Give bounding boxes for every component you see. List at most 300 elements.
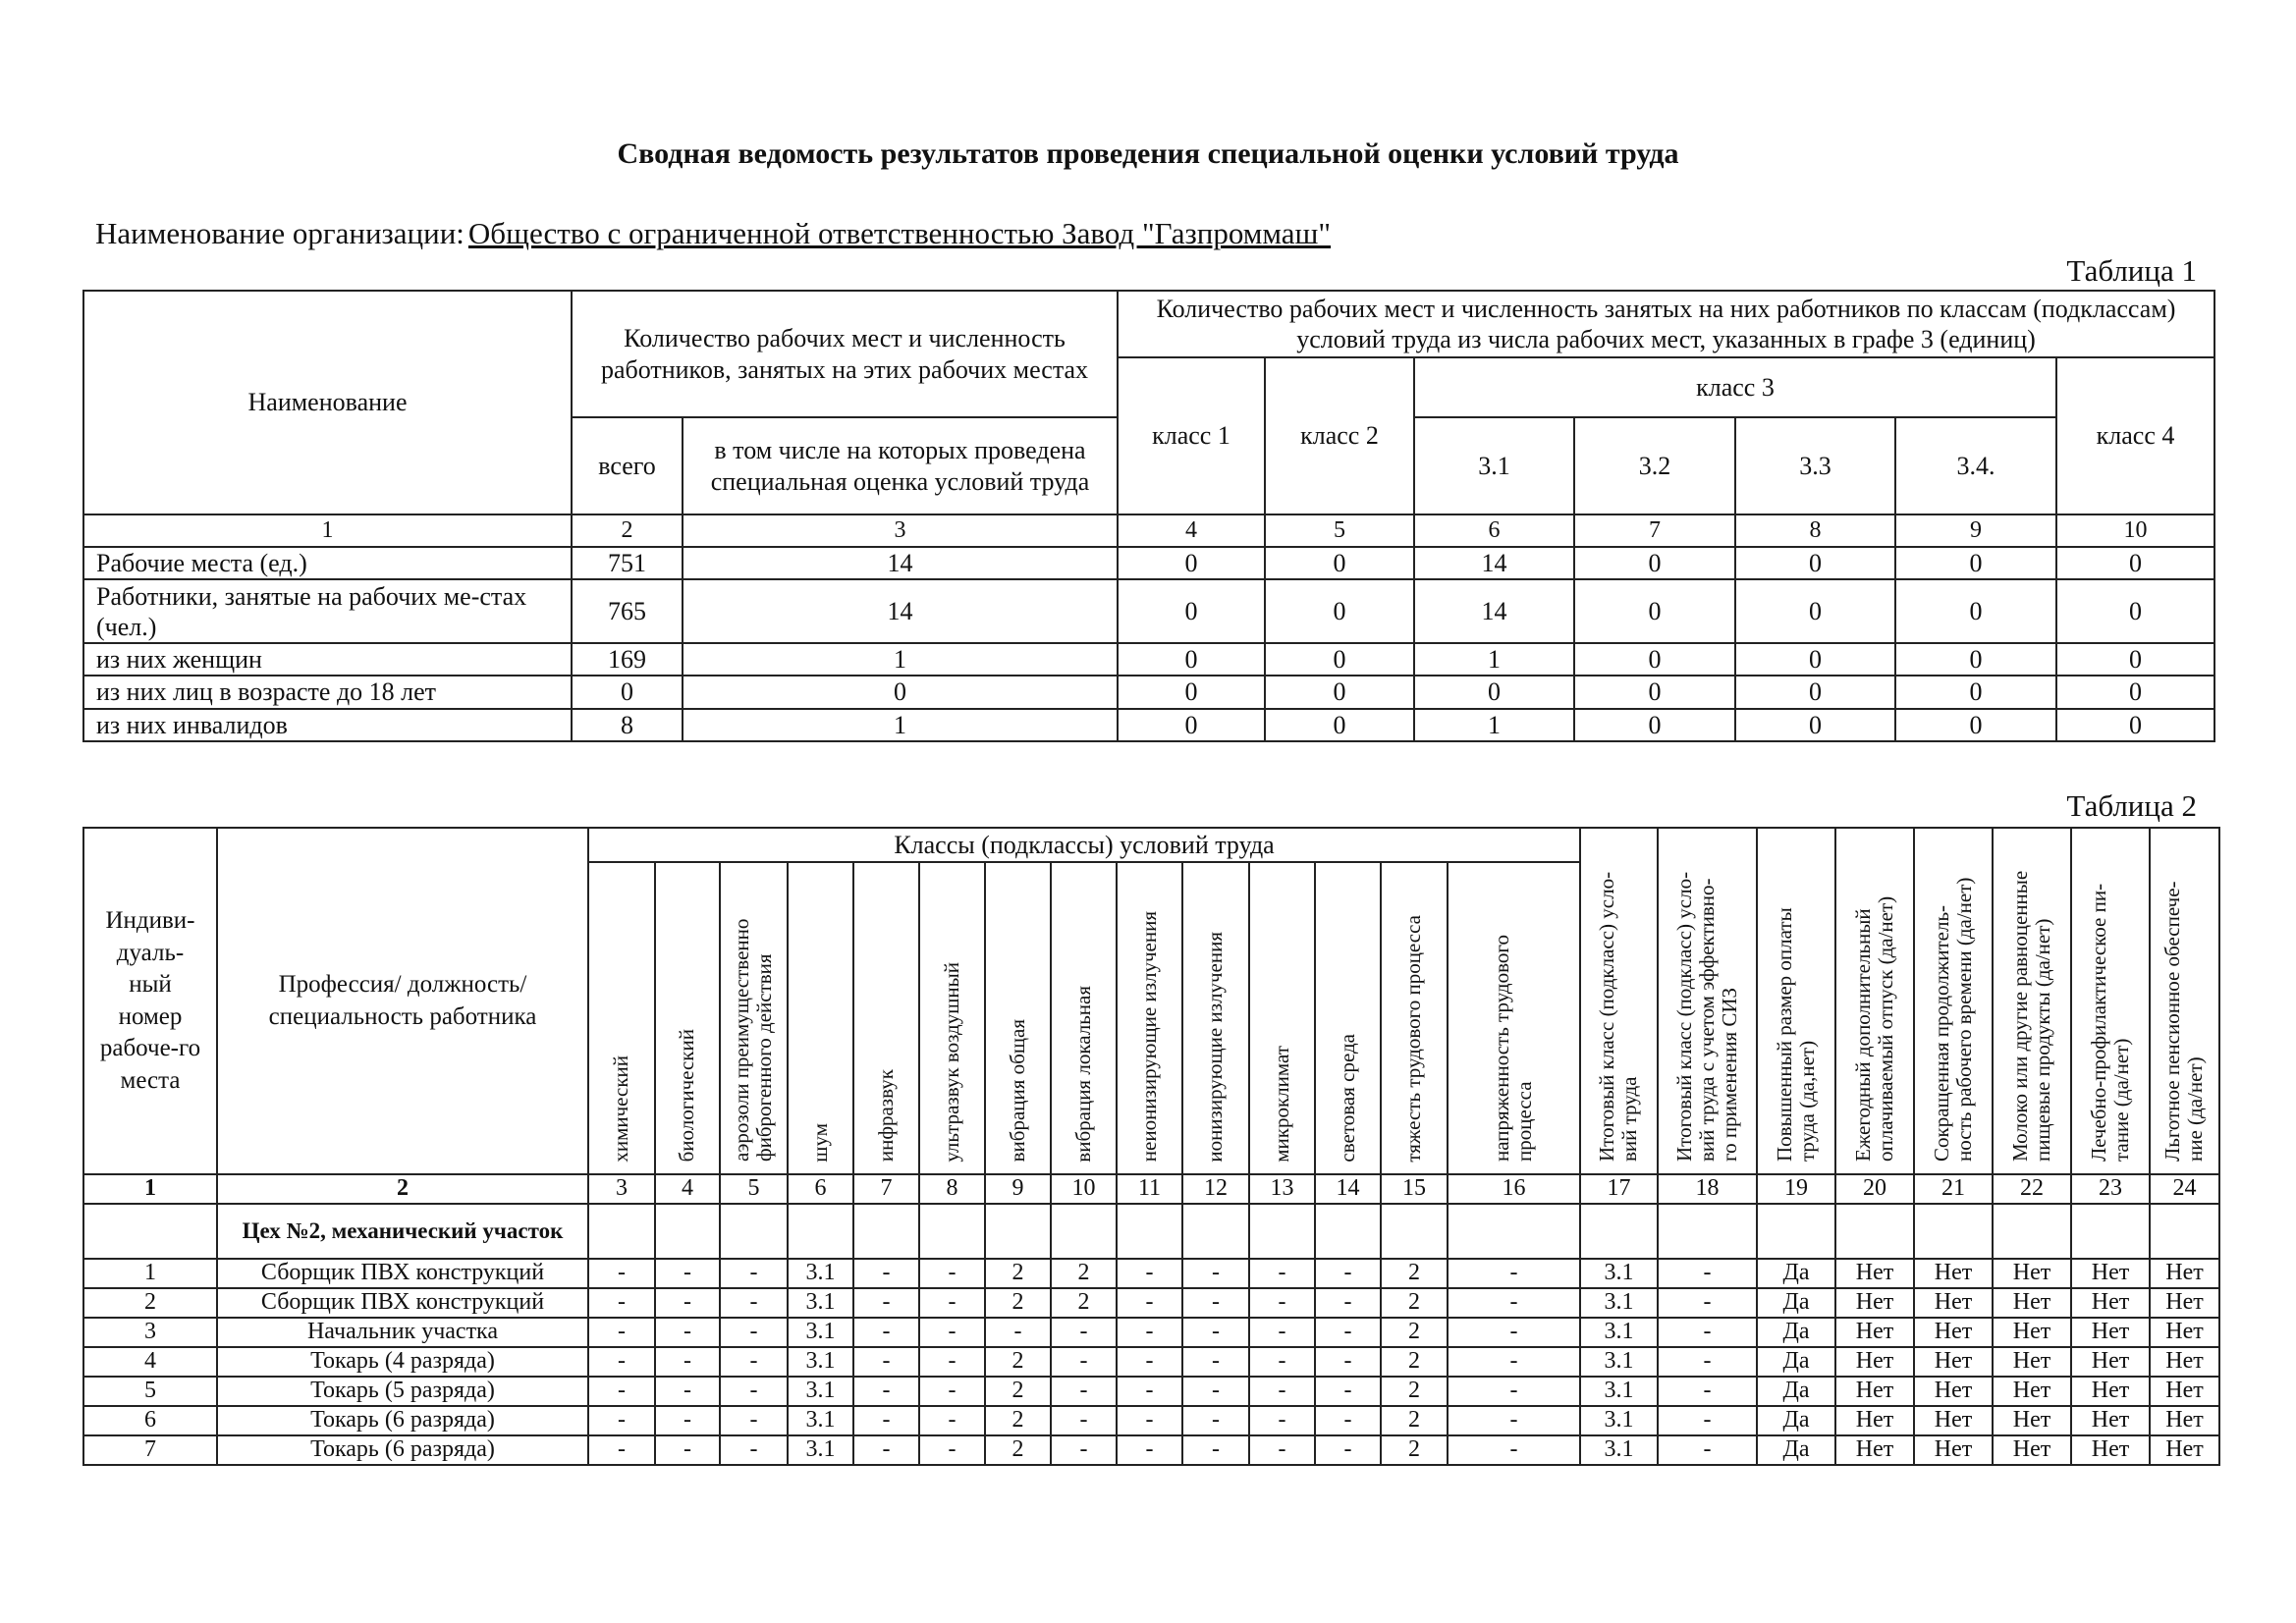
table2-group-empty — [1448, 1204, 1580, 1259]
table2-cell: 3.1 — [788, 1347, 853, 1377]
table2-cell: Нет — [2150, 1347, 2219, 1377]
table1-index-cell: 10 — [2056, 514, 2214, 547]
table1-cell: 0 — [1265, 547, 1414, 579]
table2-row — [83, 1406, 2219, 1435]
table2-group-row — [83, 1204, 2219, 1259]
table1-cell: 0 — [1265, 709, 1414, 741]
table1-cell: 14 — [683, 547, 1118, 579]
table2-cell: - — [919, 1377, 985, 1406]
table2-cell: Нет — [1993, 1377, 2071, 1406]
header-factor-text: напряженность трудового процесса — [1490, 935, 1537, 1163]
header-extra-column — [1580, 828, 1658, 1174]
profession-cell: Токарь (6 разряда) — [217, 1435, 588, 1465]
header-class-3: класс 3 — [1414, 357, 2056, 417]
table1-index-row — [83, 514, 2214, 547]
table1-cell: 0 — [2056, 643, 2214, 676]
table2-cell: Да — [1757, 1377, 1835, 1406]
header-factor-text: инфразвук — [873, 1069, 898, 1163]
table2-cell: - — [1051, 1347, 1117, 1377]
table2-cell: 6 — [83, 1406, 217, 1435]
table2-cell: 2 — [1381, 1435, 1448, 1465]
table1-cell: 0 — [1574, 547, 1735, 579]
table1-cell: 14 — [683, 579, 1118, 643]
profession-cell: Сборщик ПВХ конструкций — [217, 1259, 588, 1288]
table2-cell: - — [1658, 1318, 1757, 1347]
table1-cell: 0 — [1735, 547, 1895, 579]
table2-cell: - — [1315, 1259, 1381, 1288]
table2-cell: Нет — [2150, 1406, 2219, 1435]
table2-index-cell: 1 — [83, 1174, 217, 1204]
table2-cell: - — [853, 1288, 919, 1318]
header-factor — [1182, 862, 1249, 1174]
table2-cell: Нет — [1835, 1377, 1914, 1406]
table2-cell: - — [1051, 1318, 1117, 1347]
table2-cell: Нет — [1914, 1377, 1993, 1406]
table2-index-cell: 4 — [655, 1174, 720, 1204]
header-extra-text: Повышенный размер оплаты труда (да,нет) — [1772, 907, 1820, 1163]
table2-cell: - — [588, 1347, 655, 1377]
table2-index-cell: 9 — [985, 1174, 1051, 1204]
table2-group-empty — [1658, 1204, 1757, 1259]
table2-cell: - — [588, 1406, 655, 1435]
table1-cell: 0 — [1574, 676, 1735, 708]
table1-cell: 0 — [2056, 676, 2214, 708]
header-extra-text: Итоговый класс (подкласс) усло-вий труда — [1595, 872, 1642, 1163]
header-factor-text: шум — [807, 1122, 832, 1163]
table2-index-cell: 21 — [1914, 1174, 1993, 1204]
table2-caption: Таблица 2 — [2066, 788, 2197, 823]
table2-cell: Нет — [2071, 1435, 2150, 1465]
table1-cell: 0 — [1118, 709, 1265, 741]
table2-cell: - — [720, 1259, 788, 1288]
table2-group-empty — [83, 1204, 217, 1259]
table2-cell: Нет — [1914, 1318, 1993, 1347]
table2-cell: - — [1315, 1435, 1381, 1465]
table2-index-cell: 23 — [2071, 1174, 2150, 1204]
table2-group-empty — [2150, 1204, 2219, 1259]
table1-cell: 0 — [1895, 676, 2056, 708]
table2-cell: - — [655, 1435, 720, 1465]
table1-row-label: Рабочие места (ед.) — [83, 547, 572, 579]
table2-cell: - — [853, 1406, 919, 1435]
table2-cell: 1 — [83, 1259, 217, 1288]
header-class-1: класс 1 — [1118, 357, 1265, 514]
profession-cell: Токарь (5 разряда) — [217, 1377, 588, 1406]
table2-cell: - — [1051, 1435, 1117, 1465]
header-class-3-3: 3.3 — [1735, 417, 1895, 514]
table2-cell: - — [1315, 1377, 1381, 1406]
table1-cell: 1 — [1414, 643, 1574, 676]
table2-cell: Нет — [1914, 1347, 1993, 1377]
header-extra-text: Молоко или другие равноценные пищевые продукты (да/нет) — [2007, 871, 2055, 1163]
table2-cell: Нет — [2071, 1288, 2150, 1318]
table2-index-cell: 24 — [2150, 1174, 2219, 1204]
table2-cell: - — [919, 1318, 985, 1347]
table2-index-cell: 7 — [853, 1174, 919, 1204]
table2-cell: - — [588, 1435, 655, 1465]
header-factor-text: вибрация локальная — [1070, 985, 1095, 1163]
header-name: Наименование — [83, 291, 572, 514]
table2-cell: - — [1249, 1377, 1315, 1406]
table2-cell: - — [1249, 1259, 1315, 1288]
header-extra-text: Ежегодный дополнительный оплачиваемый отпуск (да/нет) — [1850, 896, 1898, 1163]
table2-cell: - — [720, 1406, 788, 1435]
header-factor — [1249, 862, 1315, 1174]
header-extra-column — [1835, 828, 1914, 1174]
table2-index-cell: 17 — [1580, 1174, 1658, 1204]
profession-cell: Токарь (6 разряда) — [217, 1406, 588, 1435]
table2-cell: Нет — [2150, 1259, 2219, 1288]
table2-cell: - — [853, 1347, 919, 1377]
table2-cell: Нет — [1993, 1259, 2071, 1288]
table2-cell: - — [1249, 1347, 1315, 1377]
table2-cell: - — [655, 1318, 720, 1347]
table1-cell: 0 — [1574, 579, 1735, 643]
table1-index-cell: 3 — [683, 514, 1118, 547]
table1-cell: 1 — [1414, 709, 1574, 741]
table1-row — [83, 579, 2214, 643]
table1-cell: 0 — [1265, 676, 1414, 708]
table1-cell: 0 — [572, 676, 683, 708]
profession-cell: Начальник участка — [217, 1318, 588, 1347]
table2-group-empty — [853, 1204, 919, 1259]
header-assessed: в том числе на которых проведена специальная оценка условий труда — [683, 417, 1118, 514]
table1-row-label: из них женщин — [83, 643, 572, 676]
table2-index-cell: 15 — [1381, 1174, 1448, 1204]
table2-group-empty — [1835, 1204, 1914, 1259]
table2-row — [83, 1288, 2219, 1318]
table2-cell: - — [655, 1377, 720, 1406]
table2-cell: 3.1 — [788, 1435, 853, 1465]
table2-group-empty — [919, 1204, 985, 1259]
table1-index-cell: 7 — [1574, 514, 1735, 547]
table2-index-cell: 6 — [788, 1174, 853, 1204]
table2-cell: - — [720, 1377, 788, 1406]
table2-cell: 3.1 — [788, 1318, 853, 1347]
table2-group-empty — [1117, 1204, 1182, 1259]
table2-index-cell: 12 — [1182, 1174, 1249, 1204]
table1-row-label: из них лиц в возрасте до 18 лет — [83, 676, 572, 708]
table2-cell: Нет — [1835, 1435, 1914, 1465]
table1-cell: 0 — [1574, 643, 1735, 676]
table2-cell: 3.1 — [788, 1288, 853, 1318]
table1-index-cell: 6 — [1414, 514, 1574, 547]
header-class-3-4: 3.4. — [1895, 417, 2056, 514]
table2-cell: 2 — [985, 1377, 1051, 1406]
table2-cell: 3.1 — [788, 1259, 853, 1288]
table2-cell: 3.1 — [1580, 1377, 1658, 1406]
table2-cell: - — [1315, 1406, 1381, 1435]
table2-group-empty — [655, 1204, 720, 1259]
table2-cell: Нет — [1835, 1318, 1914, 1347]
table2-cell: Нет — [1914, 1288, 1993, 1318]
table2-cell: 2 — [1051, 1259, 1117, 1288]
table1-cell: 169 — [572, 643, 683, 676]
table2-cell: - — [720, 1288, 788, 1318]
header-extra-column — [1914, 828, 1993, 1174]
table2-cell: 7 — [83, 1435, 217, 1465]
table2-cell: 3.1 — [1580, 1288, 1658, 1318]
table1-cell: 0 — [1118, 547, 1265, 579]
table2-cell: 3.1 — [788, 1377, 853, 1406]
table2-row — [83, 1318, 2219, 1347]
profession-cell: Токарь (4 разряда) — [217, 1347, 588, 1377]
table2-cell: Нет — [2071, 1347, 2150, 1377]
table2-group-empty — [1051, 1204, 1117, 1259]
header-factor — [853, 862, 919, 1174]
table1-caption: Таблица 1 — [2066, 253, 2197, 288]
table1-cell: 0 — [1895, 547, 2056, 579]
header-profession-text: Профессия/ должность/ специальность работника — [268, 971, 537, 1030]
table2-cell: Да — [1757, 1435, 1835, 1465]
table2-cell: Нет — [2071, 1318, 2150, 1347]
table2-cell: - — [1315, 1288, 1381, 1318]
table2-cell: 2 — [1381, 1406, 1448, 1435]
header-factor — [1315, 862, 1381, 1174]
table2-cell: - — [655, 1347, 720, 1377]
table2-cell: 2 — [985, 1435, 1051, 1465]
table2-cell: 2 — [83, 1288, 217, 1318]
header-factor-text: ультразвук воздушный — [939, 961, 963, 1163]
table2-group-empty — [1993, 1204, 2071, 1259]
table2-index-cell: 18 — [1658, 1174, 1757, 1204]
table2-cell: 2 — [1381, 1347, 1448, 1377]
table2-cell: - — [588, 1288, 655, 1318]
table1-row — [83, 547, 2214, 579]
table2-cell: Да — [1757, 1318, 1835, 1347]
table2-cell: Нет — [1835, 1288, 1914, 1318]
table2-cell: - — [1117, 1347, 1182, 1377]
table2-cell: - — [1117, 1406, 1182, 1435]
table2-cell: - — [1117, 1259, 1182, 1288]
table2-cell: - — [1658, 1288, 1757, 1318]
table1-cell: 0 — [1265, 643, 1414, 676]
header-extra-column — [2150, 828, 2219, 1174]
table1-cell: 751 — [572, 547, 683, 579]
table2-cell: 4 — [83, 1347, 217, 1377]
table1-cell: 0 — [1895, 643, 2056, 676]
header-extra-text: Лечебно-профилактическое пи-тание (да/нет) — [2086, 884, 2134, 1163]
table2-cell: Нет — [2071, 1377, 2150, 1406]
table2-cell: - — [853, 1435, 919, 1465]
table2-cell: Нет — [1835, 1406, 1914, 1435]
table1-index-cell: 5 — [1265, 514, 1414, 547]
table2-cell: - — [1182, 1377, 1249, 1406]
table2-cell: - — [1117, 1435, 1182, 1465]
table2-cell: - — [853, 1377, 919, 1406]
table2-cell: 3.1 — [1580, 1347, 1658, 1377]
header-extra-column — [1757, 828, 1835, 1174]
table2-cell: 2 — [1381, 1259, 1448, 1288]
table2-cell: 3.1 — [788, 1406, 853, 1435]
table2-cell: 2 — [1381, 1318, 1448, 1347]
header-factor — [720, 862, 788, 1174]
table2-cell: - — [919, 1347, 985, 1377]
header-factor-text: аэрозоли преимущественно фиброгенного действия — [730, 919, 777, 1163]
table2-cell: - — [1249, 1318, 1315, 1347]
table2-cell: - — [919, 1406, 985, 1435]
header-factor-text: неионизирующие излучения — [1136, 911, 1161, 1163]
table1-index-cell: 8 — [1735, 514, 1895, 547]
table2-cell: 3 — [83, 1318, 217, 1347]
table2-cell: - — [1448, 1259, 1580, 1288]
table2-cell: - — [919, 1288, 985, 1318]
table1-cell: 14 — [1414, 547, 1574, 579]
organization-label: Наименование организации: — [95, 216, 465, 250]
table1-cell: 0 — [1895, 709, 2056, 741]
table2-cell: - — [588, 1259, 655, 1288]
table1-index-cell: 9 — [1895, 514, 2056, 547]
table2-index-cell: 16 — [1448, 1174, 1580, 1204]
table2-cell: - — [985, 1318, 1051, 1347]
table2-index-row — [83, 1174, 2219, 1204]
table2-index-cell: 14 — [1315, 1174, 1381, 1204]
table2-row — [83, 1347, 2219, 1377]
header-factor — [1448, 862, 1580, 1174]
table1-cell: 0 — [1735, 643, 1895, 676]
table2-cell: 2 — [985, 1347, 1051, 1377]
header-factor — [588, 862, 655, 1174]
summary-table — [82, 290, 2215, 742]
workplace-table — [82, 827, 2220, 1466]
table2-cell: Да — [1757, 1347, 1835, 1377]
header-factor — [1381, 862, 1448, 1174]
table2-cell: Нет — [1993, 1288, 2071, 1318]
table1-row — [83, 643, 2214, 676]
table2-cell: - — [1315, 1347, 1381, 1377]
table2-cell: - — [1658, 1435, 1757, 1465]
table2-index-cell: 2 — [217, 1174, 588, 1204]
table2-cell: Нет — [2150, 1435, 2219, 1465]
table2-cell: - — [1249, 1406, 1315, 1435]
table2-index-cell: 22 — [1993, 1174, 2071, 1204]
table2-cell: Нет — [1914, 1406, 1993, 1435]
table2-cell: - — [1658, 1259, 1757, 1288]
header-extra-text: Льготное пенсионное обеспече-ние (да/нет) — [2160, 881, 2208, 1163]
table1-cell: 0 — [1574, 709, 1735, 741]
table2-cell: 3.1 — [1580, 1406, 1658, 1435]
table2-index-cell: 10 — [1051, 1174, 1117, 1204]
header-factor-text: световая среда — [1335, 1033, 1359, 1163]
table2-cell: - — [1051, 1377, 1117, 1406]
table2-index-cell: 19 — [1757, 1174, 1835, 1204]
table2-cell: 3.1 — [1580, 1318, 1658, 1347]
header-class-4: класс 4 — [2056, 357, 2214, 514]
header-class-3-2: 3.2 — [1574, 417, 1735, 514]
table2-cell: - — [1658, 1377, 1757, 1406]
table2-group-empty — [1757, 1204, 1835, 1259]
table2-cell: - — [1448, 1435, 1580, 1465]
header-extra-column — [2071, 828, 2150, 1174]
table2-cell: Нет — [1993, 1347, 2071, 1377]
table2-group-empty — [1580, 1204, 1658, 1259]
table2-cell: - — [1117, 1377, 1182, 1406]
profession-cell: Сборщик ПВХ конструкций — [217, 1288, 588, 1318]
table1-cell: 0 — [1118, 579, 1265, 643]
table2-group-empty — [1182, 1204, 1249, 1259]
table2-cell: Да — [1757, 1406, 1835, 1435]
table2-cell: - — [1448, 1377, 1580, 1406]
table1-row-label: Работники, занятые на рабочих ме-стах (чел.) — [83, 579, 572, 643]
table1-cell: 0 — [683, 676, 1118, 708]
table2-cell: - — [1182, 1347, 1249, 1377]
table1-cell: 0 — [1265, 579, 1414, 643]
table2-cell: 2 — [1381, 1377, 1448, 1406]
table2-cell: Нет — [1993, 1318, 2071, 1347]
table2-cell: Нет — [2071, 1259, 2150, 1288]
table2-cell: Нет — [1914, 1435, 1993, 1465]
table2-cell: Нет — [1835, 1259, 1914, 1288]
table1-cell: 0 — [1118, 643, 1265, 676]
table1-cell: 0 — [2056, 709, 2214, 741]
table2-cell: Нет — [1993, 1435, 2071, 1465]
table2-row — [83, 1435, 2219, 1465]
organization-line — [95, 216, 1331, 251]
table2-group-empty — [588, 1204, 655, 1259]
table1-row — [83, 709, 2214, 741]
table2-cell: 2 — [985, 1259, 1051, 1288]
table2-cell: 2 — [1381, 1288, 1448, 1318]
header-class-2: класс 2 — [1265, 357, 1414, 514]
table2-cell: - — [1249, 1435, 1315, 1465]
table2-cell: - — [1182, 1318, 1249, 1347]
header-factor-text: ионизирующие излучения — [1203, 931, 1228, 1163]
table2-cell: - — [1448, 1347, 1580, 1377]
table1-cell: 1 — [683, 709, 1118, 741]
table1-cell: 0 — [2056, 547, 2214, 579]
header-profession — [217, 828, 588, 1174]
table2-cell: 2 — [985, 1406, 1051, 1435]
table2-cell: - — [1182, 1288, 1249, 1318]
document-title: Сводная ведомость результатов проведения специальной оценки условий труда — [617, 137, 1679, 170]
header-factor-text: микроклимат — [1269, 1045, 1293, 1163]
table2-cell: Нет — [1993, 1406, 2071, 1435]
table2-index-cell: 5 — [720, 1174, 788, 1204]
table2-cell: - — [1448, 1288, 1580, 1318]
table1-row-label: из них инвалидов — [83, 709, 572, 741]
table2-cell: - — [588, 1318, 655, 1347]
header-extra-text: Сокращенная продолжитель-ность рабочего времени (да/нет) — [1929, 878, 1977, 1163]
table2-index-cell: 8 — [919, 1174, 985, 1204]
table2-cell: 2 — [1051, 1288, 1117, 1318]
table2-index-cell: 3 — [588, 1174, 655, 1204]
table1-cell: 0 — [1414, 676, 1574, 708]
table2-cell: - — [1051, 1406, 1117, 1435]
table1-cell: 8 — [572, 709, 683, 741]
header-factor — [655, 862, 720, 1174]
table2-cell: - — [853, 1318, 919, 1347]
header-working-condition-classes: Классы (подклассы) условий труда — [588, 828, 1580, 862]
table2-cell: 5 — [83, 1377, 217, 1406]
table2-row — [83, 1259, 2219, 1288]
header-factor-text: тяжесть трудового процесса — [1401, 914, 1426, 1163]
table2-index-cell: 11 — [1117, 1174, 1182, 1204]
table2-cell: - — [720, 1347, 788, 1377]
table1-cell: 0 — [1895, 579, 2056, 643]
table2-cell: Нет — [2150, 1288, 2219, 1318]
table2-cell: - — [720, 1435, 788, 1465]
header-factor — [1051, 862, 1117, 1174]
table2-cell: Нет — [2150, 1318, 2219, 1347]
header-workplace-number-text: Индиви-дуаль-ный номер рабоче-го места — [99, 907, 201, 1094]
table2-cell: Нет — [2071, 1406, 2150, 1435]
table2-cell: - — [1182, 1435, 1249, 1465]
table2-cell: Нет — [1914, 1259, 1993, 1288]
table2-cell: - — [655, 1406, 720, 1435]
table1-index-cell: 1 — [83, 514, 572, 547]
header-factor — [985, 862, 1051, 1174]
table2-cell: - — [1658, 1406, 1757, 1435]
